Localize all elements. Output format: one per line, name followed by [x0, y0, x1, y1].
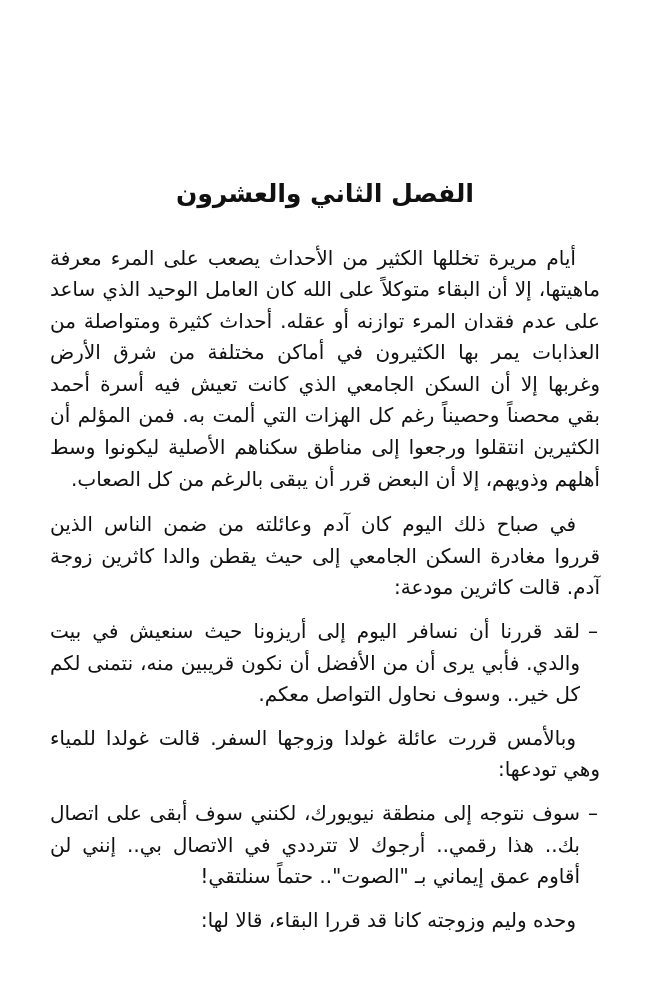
book-page: [50, 178, 600, 936]
dialogue-golda: [50, 798, 600, 893]
paragraph-departure: في صباح ذلك اليوم كان آدم وعائلته من ضمن الناس الذين قرروا مغادرة السكن الجامعي إلى حيث يقطن والدا كاثرين زوجة آدم. قالت كاثرين مودعة:: [50, 512, 600, 600]
paragraph-william: وحده وليم وزوجته كانا قد قررا البقاء، قالا لها:: [200, 907, 576, 932]
paragraph-opening: أيام مريرة تخللها الكثير من الأحداث يصعب على المرء معرفة ماهيتها، إلا أن البقاء متوكلاً على الله كان العامل الوحيد الذي ساعد على عدم فقدان المرء توازنه أو عقله. أحداث كثيرة ومتواصلة من العذابات يمر بها الكثيرون في أماكن مختلفة من شرق الأرض وغربها إلا أن السكن الجامعي الذي كانت تعيش فيه أسرة أحمد بقي محصناً وحصيناً رغم كل الهزات التي ألمت به. فمن المؤلم أن الكثيرين انتقلوا ورجعوا إلى مناطق سكناهم الأصلية ليكونوا وسط أهلهم وذويهم، إلا أن البعض قرر أن يبقى بالرغم من كل الصعاب.: [50, 245, 600, 491]
dialogue-dash: –: [588, 619, 598, 644]
dialogue-text: سوف نتوجه إلى منطقة نيويورك، لكنني سوف أبقى على اتصال بك.. هذا رقمي.. أرجوك لا تترددي في الاتصال بي.. إنني لن أقاوم عمق إيماني بـ "الصوت".. حتماً سنلتقي!: [50, 801, 580, 889]
paragraph-golda-intro: وبالأمس قررت عائلة غولدا وزوجها السفر. قالت غولدا للمياء وهي تودعها:: [50, 725, 600, 782]
dialogue-katherine: [50, 616, 600, 711]
chapter-title: الفصل الثاني والعشرون: [175, 179, 474, 208]
dialogue-text: لقد قررنا أن نسافر اليوم إلى أريزونا حيث سنعيش في بيت والدي. فأبي يرى أن من الأفضل أن نكون قريبين منه، نتمنى لكم كل خير.. وسوف نحاول التواصل معكم.: [50, 619, 580, 707]
dialogue-dash: –: [588, 801, 598, 825]
